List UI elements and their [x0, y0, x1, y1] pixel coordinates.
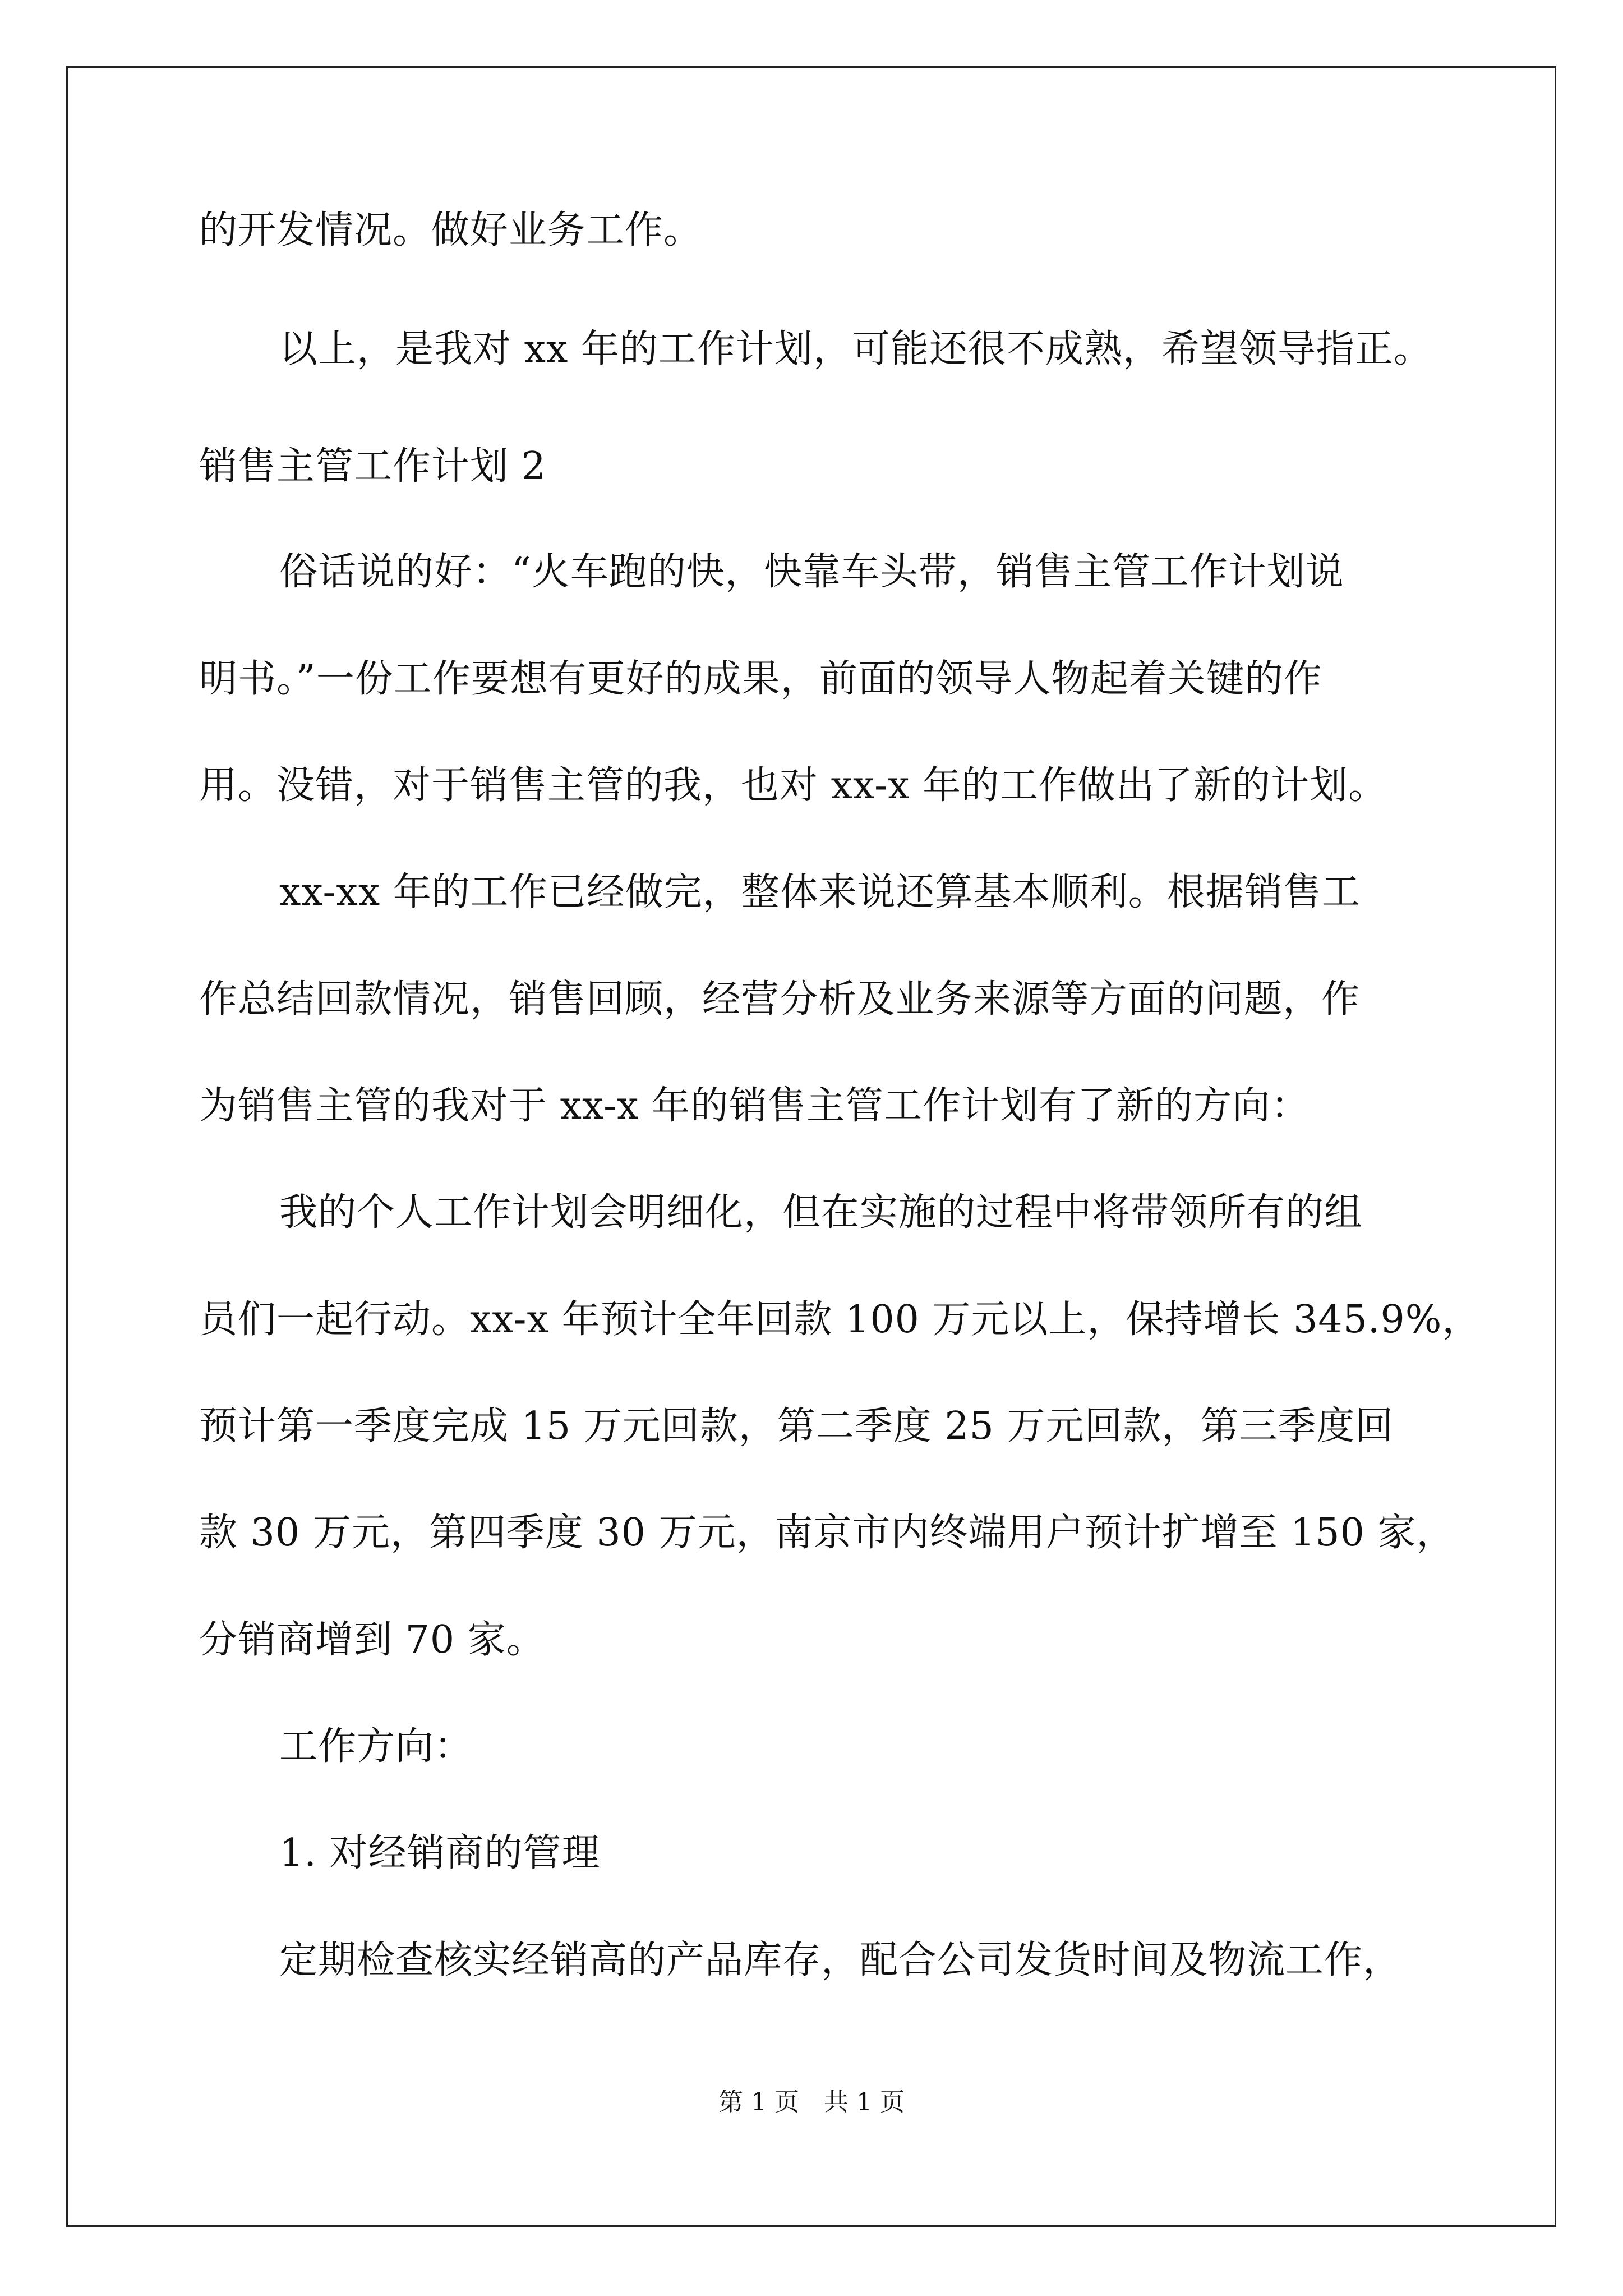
text-line: 的开发情况。做好业务工作。	[199, 208, 703, 252]
text-line: 用。没错，对于销售主管的我，也对 xx-x 年的工作做出了新的计划。	[199, 763, 1387, 808]
text-line: 明书。”一份工作要想有更好的成果，前面的领导人物起着关键的作	[199, 657, 1322, 701]
section-heading: 销售主管工作计划 2	[199, 444, 546, 489]
text-line: 以上，是我对 xx 年的工作计划，可能还很不成熟，希望领导指正。	[279, 327, 1432, 371]
text-line: 作总结回款情况，销售回顾，经营分析及业务来源等方面的问题，作	[199, 977, 1361, 1022]
list-heading: 1. 对经销商的管理	[279, 1831, 601, 1875]
text-line: 为销售主管的我对于 xx-x 年的销售主管工作计划有了新的方向：	[199, 1084, 1310, 1128]
page-number: 第 1 页 共 1 页	[718, 2088, 905, 2116]
text-line: 款 30 万元，第四季度 30 万元，南京市内终端用户预计扩增至 150 家，	[199, 1511, 1455, 1555]
text-line: xx-xx 年的工作已经做完，整体来说还算基本顺利。根据销售工	[279, 870, 1361, 914]
text-line: 预计第一季度完成 15 万元回款，第二季度 25 万元回款，第三季度回	[199, 1404, 1394, 1448]
text-line: 员们一起行动。xx-x 年预计全年回款 100 万元以上，保持增长 345.9%，	[199, 1297, 1481, 1342]
page-border	[66, 66, 1556, 2227]
text-line: 我的个人工作计划会明细化，但在实施的过程中将带领所有的组	[279, 1190, 1363, 1235]
text-line: 分销商增到 70 家。	[199, 1618, 545, 1662]
text-line: 工作方向：	[279, 1724, 473, 1769]
text-line: 定期检查核实经销高的产品库存，配合公司发货时间及物流工作，	[279, 1938, 1402, 1982]
text-line: 俗话说的好：“火车跑的快，快靠车头带，销售主管工作计划说	[279, 550, 1344, 594]
